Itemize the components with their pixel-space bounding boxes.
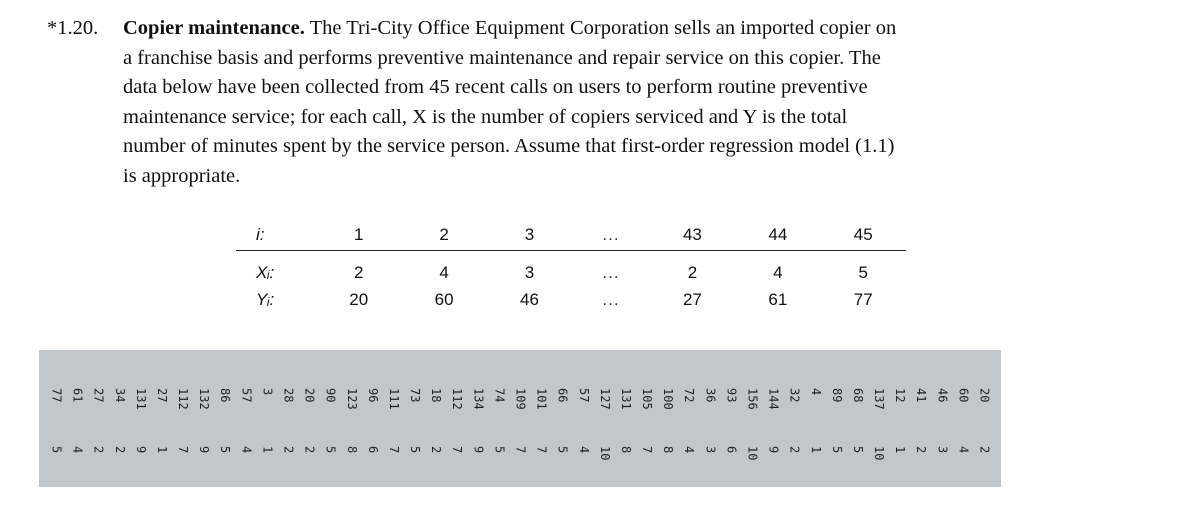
strip-y-value: 90 <box>323 388 338 403</box>
table-cell: 60 <box>434 290 454 309</box>
strip-y-value: 109 <box>513 388 528 410</box>
strip-y-value: 89 <box>829 388 844 403</box>
strip-y-value: 137 <box>872 388 886 410</box>
table-cell-ellipsis: ... <box>602 263 620 282</box>
problem-statement <box>47 14 1027 191</box>
problem-line: maintenance service; for each call, X is the number of copiers serviced and Y is the total <box>123 105 848 128</box>
strip-y-value: 96 <box>365 388 380 403</box>
strip-x-value: 4 <box>70 446 85 454</box>
problem-body <box>123 14 1027 191</box>
strip-x-value: 7 <box>176 446 190 454</box>
strip-x-value: 5 <box>851 446 865 454</box>
strip-y-value: 111 <box>387 388 401 410</box>
strip-y-value: 61 <box>70 388 85 403</box>
strip-x-value: 10 <box>872 446 886 461</box>
strip-y-value: 20 <box>977 388 992 403</box>
strip-y-value: 57 <box>239 388 254 403</box>
strip-y-value: 28 <box>281 388 296 403</box>
strip-x-value: 4 <box>576 446 591 454</box>
strip-x-value: 5 <box>492 446 507 454</box>
strip-y-value: 112 <box>450 388 465 410</box>
strip-y-value: 134 <box>471 388 486 410</box>
strip-x-value: 8 <box>619 446 633 454</box>
strip-x-value: 5 <box>49 446 64 454</box>
problem-line: number of minutes spent by the service person. Assume that first-order regression model (1.1) <box>123 135 895 157</box>
strip-x-value: 5 <box>218 446 233 454</box>
table-row-x <box>236 251 906 288</box>
strip-x-value: 2 <box>112 446 127 454</box>
strip-y-value: 93 <box>724 388 739 403</box>
table-cell: 4 <box>773 263 783 282</box>
strip-y-value: 66 <box>555 388 570 403</box>
strip-y-value: 123 <box>344 388 359 410</box>
strip-y-value: 132 <box>197 388 212 410</box>
strip-x-value: 1 <box>893 446 908 454</box>
table-cell: 46 <box>520 290 539 309</box>
table-cell: 3 <box>524 263 535 282</box>
table-cell-ellipsis: ... <box>572 220 650 251</box>
table-cell: 2 <box>353 263 364 282</box>
strip-y-value: 131 <box>619 388 633 410</box>
strip-y-value: 60 <box>956 388 971 403</box>
strip-y-value: 74 <box>492 388 507 403</box>
table-cell: 77 <box>853 290 873 309</box>
strip-x-value: 4 <box>956 446 971 454</box>
table-row-index <box>236 220 906 251</box>
strip-x-value: 10 <box>597 446 612 461</box>
strip-x-value: 1 <box>808 446 823 454</box>
row-label-y: Yᵢ: <box>256 290 275 309</box>
problem-line: The Tri-City Office Equipment Corporation sells an imported copier on <box>304 17 897 39</box>
strip-x-value: 1 <box>260 446 275 454</box>
row-label-x: Xᵢ: <box>256 263 275 282</box>
strip-x-value: 7 <box>640 446 654 454</box>
strip-x-value: 8 <box>661 446 676 454</box>
strip-x-value: 2 <box>302 446 317 454</box>
strip-y-value: 144 <box>766 388 781 410</box>
table-cell: 44 <box>735 220 820 251</box>
strip-x-value: 3 <box>935 446 950 454</box>
strip-x-value: 9 <box>766 446 781 454</box>
strip-x-value: 2 <box>787 446 802 454</box>
strip-y-value: 34 <box>112 388 127 403</box>
strip-x-value: 2 <box>429 446 444 454</box>
problem-line: is appropriate. <box>123 164 241 187</box>
strip-x-value: 5 <box>323 446 338 454</box>
strip-y-value: 12 <box>893 388 908 403</box>
strip-y-value: 156 <box>745 388 760 410</box>
strip-y-value: 32 <box>787 388 802 403</box>
table-cell: 1 <box>316 220 401 251</box>
table-cell: 4 <box>439 263 449 282</box>
strip-x-value: 1 <box>155 446 169 454</box>
strip-x-value: 9 <box>197 446 212 454</box>
strip-x-value: 8 <box>344 446 359 454</box>
strip-y-value: 36 <box>703 388 718 403</box>
strip-y-value: 18 <box>429 388 444 403</box>
strip-y-value: 46 <box>935 388 950 403</box>
strip-y-value: 131 <box>133 388 148 410</box>
strip-y-value: 101 <box>534 388 549 410</box>
strip-y-value: 72 <box>682 388 697 403</box>
strip-x-value: 6 <box>365 446 380 454</box>
strip-x-value: 3 <box>703 446 718 454</box>
strip-x-value: 2 <box>977 446 992 454</box>
table-row-y <box>236 287 906 313</box>
strip-x-value: 7 <box>513 446 528 454</box>
strip-y-value: 100 <box>661 388 676 410</box>
data-printout-svg <box>39 350 1001 487</box>
strip-y-value: 4 <box>808 388 823 396</box>
strip-y-value: 73 <box>408 388 422 403</box>
table-cell: 61 <box>768 290 788 309</box>
strip-x-value: 6 <box>724 446 739 454</box>
strip-x-value: 9 <box>133 446 148 454</box>
strip-x-value: 5 <box>555 446 570 454</box>
data-printout-strip <box>39 350 1001 487</box>
problem-number: *1.20. <box>47 17 99 39</box>
strip-x-value: 4 <box>239 446 254 454</box>
strip-x-value: 4 <box>682 446 697 454</box>
table-cell: 3 <box>487 220 572 251</box>
strip-x-value: 5 <box>829 446 844 454</box>
table-cell: 20 <box>349 290 369 309</box>
strip-y-value: 27 <box>155 388 169 403</box>
table-cell: 2 <box>687 263 698 282</box>
strip-y-value: 77 <box>49 388 64 403</box>
strip-y-value: 3 <box>260 388 275 396</box>
strip-x-value: 2 <box>281 446 296 454</box>
strip-y-value: 41 <box>914 388 929 403</box>
strip-y-value: 20 <box>302 388 317 403</box>
row-label-i: i: <box>236 220 316 251</box>
strip-x-value: 2 <box>914 446 929 454</box>
table-cell: 5 <box>858 263 868 282</box>
table-cell: 2 <box>401 220 486 251</box>
table-cell-ellipsis: ... <box>602 290 620 309</box>
problem-line: data below have been collected from 45 recent calls on users to perform routine preventive <box>123 76 868 98</box>
strip-x-value: 9 <box>471 446 486 454</box>
strip-x-value: 7 <box>450 446 465 454</box>
strip-y-value: 112 <box>176 388 190 410</box>
strip-y-value: 86 <box>218 388 233 403</box>
strip-x-value: 5 <box>408 446 422 454</box>
strip-x-value: 10 <box>745 446 760 461</box>
strip-x-value: 2 <box>91 446 106 454</box>
table-cell: 45 <box>821 220 906 251</box>
strip-x-value: 7 <box>534 446 549 454</box>
strip-y-value: 68 <box>851 388 865 403</box>
table-cell: 27 <box>682 290 702 309</box>
table-cell: 43 <box>650 220 735 251</box>
strip-y-value: 27 <box>91 388 106 403</box>
strip-y-value: 127 <box>597 388 612 410</box>
data-table <box>236 220 906 313</box>
strip-y-value: 105 <box>640 388 654 410</box>
problem-line: a franchise basis and performs preventive maintenance and repair service on this copier. The <box>123 46 881 69</box>
strip-x-value: 7 <box>387 446 401 454</box>
problem-title: Copier maintenance. <box>123 17 305 39</box>
strip-y-value: 57 <box>576 388 591 403</box>
